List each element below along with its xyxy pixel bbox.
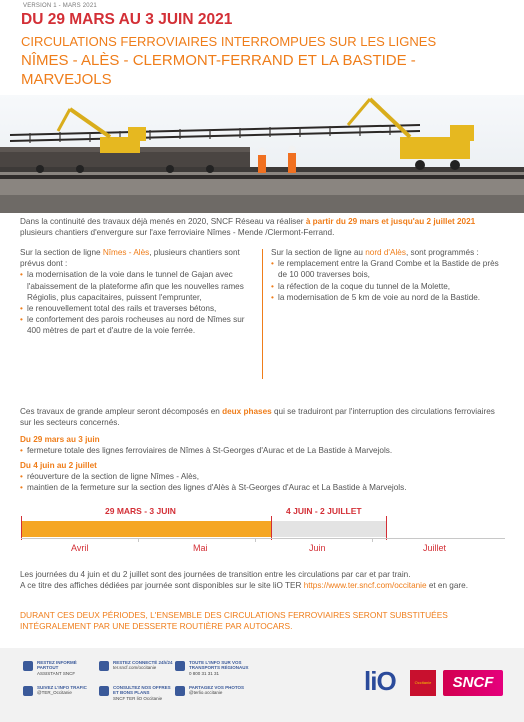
footer-item-trafic[interactable] xyxy=(37,685,99,696)
month-tick xyxy=(255,538,256,542)
phase-2-bar xyxy=(271,521,386,537)
lio-logo: liO xyxy=(364,666,396,696)
transition-line-1: Les journées du 4 juin et du 2 juillet sont des journées de transition entre les circulations par car et par train. xyxy=(20,570,411,579)
phase-1-bar xyxy=(21,521,271,537)
railway-works-photo xyxy=(0,95,524,213)
right-column-intro xyxy=(271,247,506,258)
list-item: • la modernisation de la voie dans le tunnel de Gajan avec l'abaissement de la plateforme afin que les nouvelles rames Régiolis, plus capacitaires, puissent l'emprunter, xyxy=(20,269,260,303)
phase-2-label: 4 JUIN - 2 JUILLET xyxy=(286,506,362,516)
footer-item-title: CONSULTEZ NOS OFFRES ET BONS PLANS xyxy=(113,685,171,696)
footer-item-connecte[interactable] xyxy=(113,660,175,671)
footer xyxy=(0,648,524,722)
footer-item-text: SNCF TER liO Occitanie xyxy=(113,695,163,701)
footer-item-title: PARTAGEZ VOS PHOTOS xyxy=(189,685,245,690)
phase-1-block xyxy=(20,434,506,456)
transition-paragraph xyxy=(20,569,506,591)
lines-title-2: MARVEJOLS xyxy=(21,71,112,88)
list-item: • le remplacement entre la Grand Combe et la Bastide de près de 10 000 traverses bois, xyxy=(271,258,506,280)
month-label-june: Juin xyxy=(309,543,326,553)
left-column-intro xyxy=(20,247,260,269)
intro-dates: à partir du 29 mars et jusqu'au 2 juillet 2021 xyxy=(305,217,476,226)
right-intro-text: Sur la section de ligne au xyxy=(271,248,366,257)
subtitle: CIRCULATIONS FERROVIAIRES INTERROMPUES SUR LES LIGNES xyxy=(21,34,437,49)
left-column xyxy=(20,247,260,337)
timeline-end-tick xyxy=(386,516,387,540)
lines-title-1: NÎMES - ALÈS - CLERMONT-FERRAND ET LA BASTIDE - xyxy=(21,52,416,69)
list-item: • la réfection de la coque du tunnel de la Molette, xyxy=(271,281,506,292)
footer-item-text: @terlio.occitanie xyxy=(189,690,223,696)
timeline-axis xyxy=(21,538,505,539)
phases-timeline xyxy=(21,506,505,566)
footer-item-text: @TER_Occitanie xyxy=(37,690,72,696)
footer-item-photos[interactable] xyxy=(189,685,255,696)
phase-2-item: • réouverture de la section de ligne Nîmes - Alès, xyxy=(20,471,506,482)
date-range-title: DU 29 MARS AU 3 JUIN 2021 xyxy=(21,11,233,28)
footer-item-text: 0 800 31 31 31 xyxy=(189,670,220,676)
phases-paragraph xyxy=(20,406,506,428)
transition-line-2 xyxy=(20,580,506,591)
phase-2-block xyxy=(20,460,506,494)
computer-icon xyxy=(99,661,109,671)
footer-item-title: RESTEZ CONNECTÉ 24h/24 xyxy=(113,660,173,665)
right-intro-text-end: , sont programmés : xyxy=(405,248,479,257)
phase-1-item: • fermeture totale des lignes ferroviaires de Nîmes à St-Georges d'Aurac et de La Bastide à Marvejols. xyxy=(20,445,506,456)
intro-text-end: plusieurs chantiers d'envergure sur l'axe ferroviaire Nîmes - Mende /Clermont-Ferrand. xyxy=(20,228,335,238)
version-label: VERSION 1 - MARS 2021 xyxy=(23,3,97,9)
month-tick xyxy=(372,538,373,542)
instagram-icon xyxy=(175,686,185,696)
month-tick xyxy=(138,538,139,542)
phone-icon xyxy=(23,661,33,671)
timeline-split-tick xyxy=(271,516,272,540)
transition-text: A ce titre des affiches dédiées par journée sont disponibles sur le site liO TER xyxy=(20,581,304,591)
phase-1-title: Du 29 mars au 3 juin xyxy=(20,435,100,444)
left-intro-text-end: , plusieurs chantiers sont prévus dont : xyxy=(20,248,240,269)
month-label-july: Juillet xyxy=(423,543,447,553)
footer-item-title: RESTEZ INFORMÉ PARTOUT xyxy=(37,660,77,671)
phases-highlight: deux phases xyxy=(222,407,272,416)
right-column xyxy=(271,247,506,303)
footer-item-title: TOUTE L'INFO SUR VOS TRANSPORTS RÉGIONAUX xyxy=(189,660,249,671)
warning-banner: DURANT CES DEUX PÉRIODES, L'ENSEMBLE DES CIRCULATIONS FERROVIAIRES SERONT SUBSTITUÉES INTÉGRALEMENT PAR UNE DESSERTE ROUTIÈRE PAR AUTOCARS. xyxy=(20,610,448,632)
occitanie-logo xyxy=(410,670,436,696)
list-item: • le confortement des parois rocheuses au nord de Nîmes sur 400 mètres de part et d'autre de la voie ferrée. xyxy=(20,314,260,336)
footer-item-text: ter.sncf.com/occitanie xyxy=(113,665,157,671)
phases-text: Ces travaux de grande ampleur seront décomposés en xyxy=(20,407,223,416)
footer-item-transports xyxy=(189,660,255,676)
footer-item-offres[interactable] xyxy=(113,685,175,701)
sncf-logo: SNCF xyxy=(443,670,503,696)
month-label-april: Avril xyxy=(71,543,89,553)
list-item: • la modernisation de 5 km de voie au nord de la Bastide. xyxy=(271,292,506,303)
facebook-icon xyxy=(99,686,109,696)
lines-title xyxy=(21,51,416,89)
transition-text-end: et en gare. xyxy=(426,581,468,591)
left-column-list xyxy=(20,269,260,336)
occitanie-logo-text: Occitanie xyxy=(414,680,432,685)
phase-2-title: Du 4 juin au 2 juillet xyxy=(20,461,97,470)
timeline-start-tick xyxy=(21,516,22,540)
intro-text: Dans la continuité des travaux déjà menés en 2020, SNCF Réseau va réaliser xyxy=(20,217,306,226)
right-column-list xyxy=(271,258,506,303)
left-intro-text: Sur la section de ligne xyxy=(20,248,103,257)
phase-1-label: 29 MARS - 3 JUIN xyxy=(105,506,176,516)
footer-item-title: SUIVEZ L'INFO TRAFIC xyxy=(37,685,87,690)
footer-item-informe xyxy=(37,660,99,676)
month-label-may: Mai xyxy=(193,543,208,553)
twitter-icon xyxy=(23,686,33,696)
phase-2-item: • maintien de la fermeture sur la section des lignes d'Alès à St-Georges d'Aurac et La Bastide à Marvejols. xyxy=(20,482,506,493)
info-icon xyxy=(175,661,185,671)
left-intro-section: Nîmes - Alès xyxy=(102,248,150,257)
column-divider xyxy=(262,249,263,379)
footer-item-text: ASSISTANT SNCF xyxy=(37,670,76,676)
ter-occitanie-link[interactable]: https://www.ter.sncf.com/occitanie xyxy=(303,581,427,591)
phases-text-end: qui se traduiront par l'interruption des circulations ferroviaires sur les secteurs concernés. xyxy=(20,407,495,428)
right-intro-section: nord d'Alès xyxy=(365,248,406,257)
list-item: • le renouvellement total des rails et traverses bétons, xyxy=(20,303,260,314)
intro-paragraph xyxy=(20,216,506,238)
